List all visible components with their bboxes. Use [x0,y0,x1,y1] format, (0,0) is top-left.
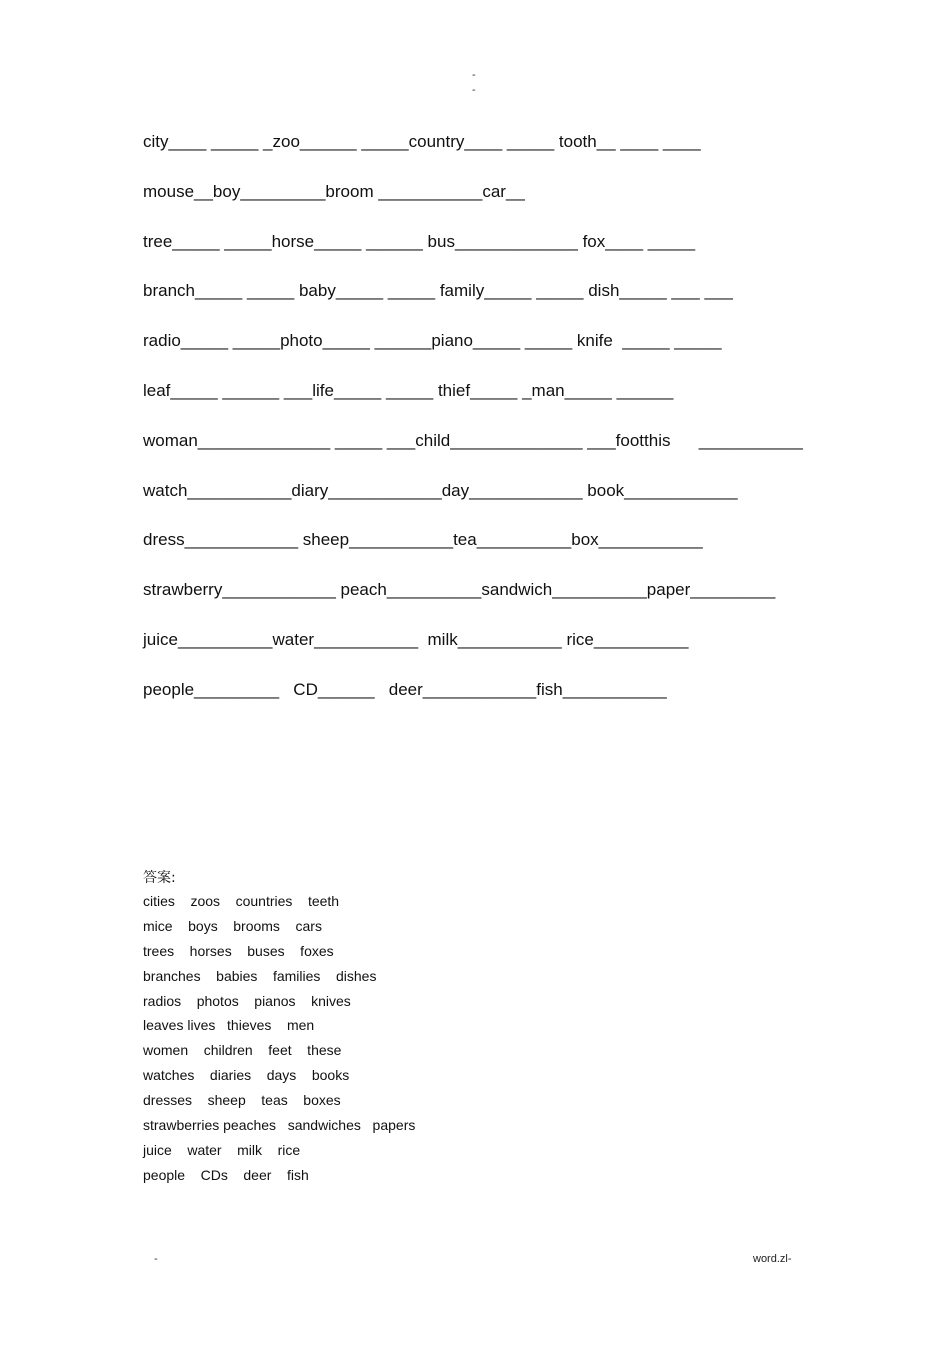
exercise-line: tree_____ _____horse_____ ______ bus_____________ fox____ _____ [143,231,696,251]
answer-line: juice water milk rice [143,1141,301,1158]
answer-line: dresses sheep teas boxes [143,1092,341,1109]
answer-key-title: 答案: [143,870,176,886]
exercise-line: strawberry____________ peach__________sandwich__________paper_________ [143,580,776,600]
footer-source: word.zl- [753,1253,792,1265]
exercise-line: radio_____ _____photo_____ ______piano_____ _____ knife _____ _____ [143,331,722,351]
answer-line: radios photos pianos knives [143,992,351,1009]
exercise-line: people_________ CD______ deer____________fish___________ [143,679,667,699]
exercise-line: dress____________ sheep___________tea__________box___________ [143,530,703,550]
answer-line: trees horses buses foxes [143,942,334,959]
exercise-line: branch_____ _____ baby_____ _____ family_____ _____ dish_____ ___ ___ [143,281,733,301]
header-mark-top: - [472,69,476,81]
exercise-line: watch___________diary____________day____________ book____________ [143,480,738,500]
exercise-line: leaf_____ ______ ___life_____ _____ thief_____ _man_____ ______ [143,380,674,400]
answer-line: mice boys brooms cars [143,917,322,934]
footer-left-mark: - [154,1253,158,1265]
answer-line: people CDs deer fish [143,1166,309,1183]
exercise-line: city____ _____ _zoo______ _____country____ _____ tooth__ ____ ____ [143,132,701,151]
answer-line: women children feet these [143,1042,342,1059]
answer-key [143,868,743,1191]
answer-line: strawberries peaches sandwiches papers [143,1117,416,1134]
answer-line: cities zoos countries teeth [143,893,340,909]
answer-line: watches diaries days books [143,1067,350,1084]
worksheet-exercise [143,131,843,729]
header-mark-bottom: - [472,84,476,96]
exercise-line: woman______________ _____ ___child______________ ___footthis ___________ [143,430,803,450]
exercise-line: juice__________water___________ milk___________ rice__________ [143,629,689,649]
answer-line: branches babies families dishes [143,967,377,984]
answer-line: leaves lives thieves men [143,1017,315,1034]
exercise-line: mouse__boy_________broom ___________car__ [143,181,525,201]
